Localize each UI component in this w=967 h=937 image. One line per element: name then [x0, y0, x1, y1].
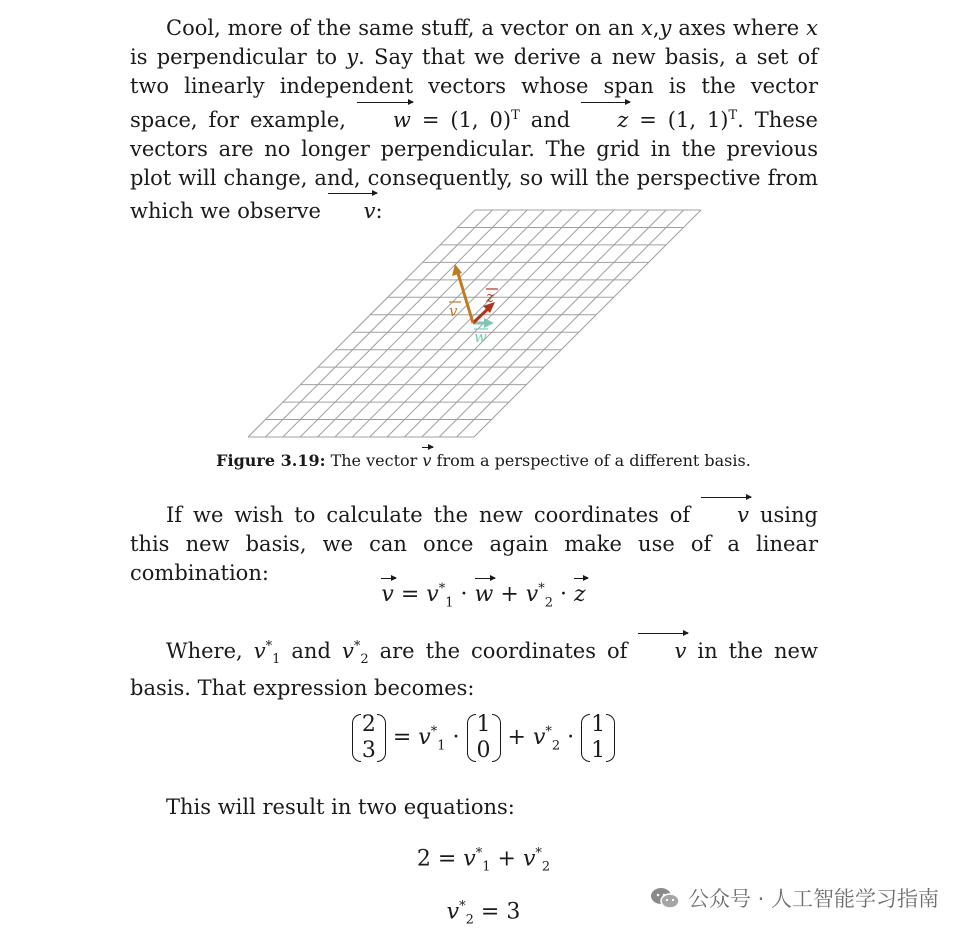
- equation-sum: $2 = v^*_1 + v^*_2$: [416, 846, 551, 875]
- grid-line: [352, 210, 579, 437]
- grid-line: [474, 210, 701, 437]
- vector-w-symbol: w: [357, 102, 411, 135]
- grid-line: [318, 210, 545, 437]
- paragraph-two-equations: This will result in two equations:: [166, 795, 515, 819]
- matrix-z: 1 1: [581, 712, 615, 764]
- matrix-w: 1 0: [467, 712, 501, 764]
- paragraph-linear-combination: If we wish to calculate the new coordinates of v using this new basis, we can once again make use of a linear combination:: [130, 497, 818, 588]
- grid-line: [387, 210, 614, 437]
- basis-grid-figure: [246, 208, 706, 440]
- paragraph-intro: Cool, more of the same stuff, a vector on an x,y axes where x is perpendicular to y. Say that we derive a new basis, a set of two linearly independent vectors whose span is the vector space, for example, w = (1, 0)$^T$ and z = (1, 1)$^T$. These vectors are no longer perpendicular. The grid in the previous plot will change, and, consequently, so will the perspective from which we observe v:: [130, 14, 818, 226]
- wechat-icon: [650, 886, 680, 910]
- equation-linear-combination: $v = v^*_1 \cdot w + v^*_2 \cdot z$: [0, 578, 967, 610]
- matrix-v: 2 3: [352, 712, 386, 764]
- equation-v2: $v^*_2 = 3$: [446, 899, 521, 928]
- label-v: v: [449, 302, 458, 320]
- watermark-text: 公众号 · 人工智能学习指南: [687, 887, 939, 911]
- equation-matrix: 2 $3 = v^*_1 \cdot 1$ $0 + v^*_2 \cdot 1$ 1: [0, 712, 967, 764]
- label-z: z: [486, 288, 494, 306]
- figure-caption: Figure 3.19: The vector v from a perspective of a different basis.: [0, 447, 967, 470]
- grid-line: [248, 210, 475, 437]
- vector-z-symbol: z: [581, 102, 628, 135]
- vector-v-symbol: v: [328, 193, 376, 226]
- grid-line: [422, 210, 649, 437]
- grid-line: [404, 210, 631, 437]
- watermark: [650, 883, 939, 913]
- grid-line: [300, 210, 527, 437]
- paragraph-coordinates: Where, $v^*_1$ and $v^*_2$ are the coordinates of v in the new basis. That expression becomes:: [130, 632, 818, 703]
- label-w: w: [474, 328, 487, 346]
- grid-line: [335, 210, 562, 437]
- grid-line: [265, 210, 492, 437]
